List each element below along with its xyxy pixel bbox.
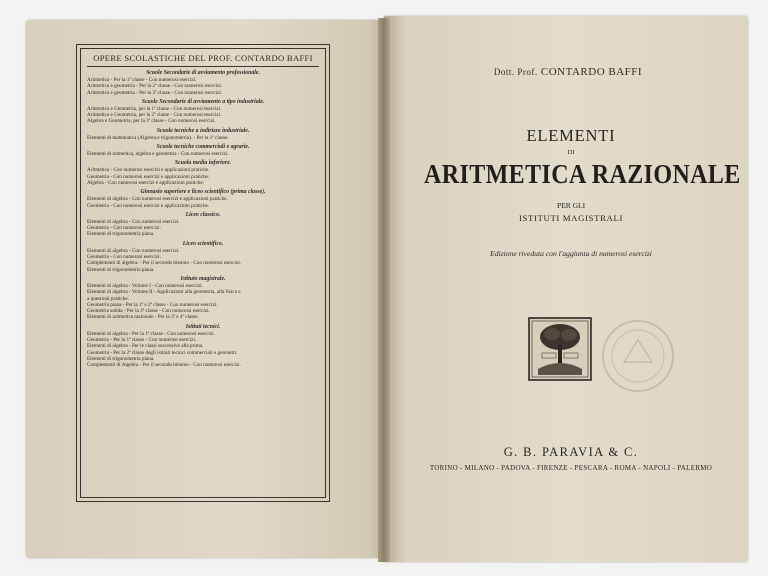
work-entry: Geometria - Per la 2ª classe degli istituti tecnici commerciali e geometri. <box>87 349 238 356</box>
works-list <box>80 48 326 498</box>
title-di: DI <box>567 149 575 156</box>
work-entry: Complementi di Algebra - Per il secondo biennio - Con numerosi esercizi. <box>87 362 241 369</box>
work-entry: Aritmetica - Per la 1ª classe - Con numerosi esercizi. <box>87 77 197 83</box>
work-entry: Elementi di algebra - Per le classi successive alla prima. <box>87 343 204 350</box>
work-entry: Elementi di trigonometria piana. <box>87 231 155 238</box>
publisher-cities: TORINO - MILANO - PADOVA - FIRENZE - PESCARA - ROMA - NAPOLI - PALERMO <box>429 464 713 472</box>
work-entry: Elementi di algebra - Volume I - Con numerosi esercizi. <box>87 282 203 289</box>
work-entry: Elementi di algebra - Volume II - Applicazioni alla geometria, alla fisica e <box>87 289 241 296</box>
work-entry: Elementi di trigonometria piana. <box>87 355 155 362</box>
section-heading: Scuole tecniche a indirizzo industriale. <box>156 127 250 134</box>
work-entry: Elementi di algebra - Con numerosi esercizi. <box>87 247 180 254</box>
work-entry: Elementi di matematica (Algebra e trigonometria). - Per la 1ª classe. <box>87 134 229 141</box>
author-prefix: Dott. Prof. <box>493 67 538 77</box>
title-per-gli: PER GLI <box>556 201 586 210</box>
edition-note: Edizione riveduta con l'aggiunta di numerosi esercizi <box>490 249 652 258</box>
work-entry: Aritmetica e Geometria, per la 1ª classe - Con numerosi esercizi. <box>87 105 222 112</box>
section-heading: Scuola media inferiore. <box>174 160 232 167</box>
section-heading: Liceo scientifico. <box>182 240 224 247</box>
title-line-2: ARITMETICA RAZIONALE <box>424 159 741 190</box>
work-entry: Geometria - Con numerosi esercizi. <box>87 225 161 232</box>
work-entry: Aritmetica - Con numerosi esercizi e applicazioni pratiche. <box>87 167 210 174</box>
work-entry: Elementi di trigonometria piana. <box>87 266 155 273</box>
work-entry: Aritmetica e geometria - Per la 2ª classe - Con numerosi esercizi. <box>87 83 223 90</box>
section-heading: Liceo classico. <box>185 211 221 218</box>
title-line-3: ISTITUTI MAGISTRALI <box>519 213 623 223</box>
work-entry: Geometria solida - Per la 3ª classe - Con numerosi esercizi. <box>87 308 210 315</box>
work-entry: Elementi di aritmetica razionale - Per la 3ª e 4ª classe. <box>87 314 199 321</box>
author-name: CONTARDO BAFFI <box>540 66 643 78</box>
work-entry: a questioni pratiche. <box>87 295 129 302</box>
work-entry: Algebra e Geometria, per la 3ª classe - Con numerosi esercizi. <box>87 118 216 125</box>
work-entry: Complementi di algebra. - Per il secondo biennio - Con numerosi esercizi. <box>87 260 242 267</box>
work-entry: Geometria piana - Per la 1ª e 2ª classe - Con numerosi esercizi. <box>87 301 218 308</box>
section-heading: Istituto magistrale. <box>180 275 226 282</box>
section-heading: Scuole Secondarie di avviamento a tipo industriale. <box>141 98 265 105</box>
work-entry: Geometria - Per la 1ª classe - Con numerosi esercizi. <box>87 337 197 344</box>
work-entry: Geometria - Con numerosi esercizi e applicazioni pratiche. <box>87 173 210 180</box>
work-entry: Geometria - Con numerosi esercizi. <box>87 254 161 261</box>
section-heading: Ginnasio superiore e liceo scientifico (prima classe). <box>140 189 266 196</box>
author-line <box>448 66 688 78</box>
title-line-1: ELEMENTI <box>526 126 616 145</box>
work-entry: Algebra - Con numerosi esercizi e applicazioni pratiche. <box>87 179 204 186</box>
work-entry: Elementi di algebra - Con numerosi esercizi. <box>87 218 180 225</box>
publisher-emblem-icon <box>528 317 592 381</box>
work-entry: Elementi di aritmetica, algebra e geometria - Con numerosi esercizi. <box>87 151 229 158</box>
work-entry: Aritmetica e Geometria, per la 2ª classe - Con numerosi esercizi. <box>87 112 222 119</box>
work-entry: Elementi di algebra - Con numerosi esercizi e applicazioni pratiche. <box>87 196 228 203</box>
work-entry: Elementi di algebra - Per la 1ª classe - Con numerosi esercizi. <box>87 330 215 337</box>
works-sections <box>87 70 319 369</box>
work-entry: Aritmetica e geometria - Per la 3ª classe - Con numerosi esercizi. <box>87 89 223 96</box>
right-page <box>384 16 748 562</box>
work-entry: Geometria - Con numerosi esercizi e applicazioni pratiche. <box>87 202 210 209</box>
section-heading: Scuole tecniche commerciali e agrarie. <box>156 144 250 151</box>
works-list-title: OPERE SCOLASTICHE DEL PROF. CONTARDO BAFFI <box>87 53 319 67</box>
section-heading: Istituti tecnici. <box>185 323 221 330</box>
section-heading: Scuole Secondarie di avviamento professionale. <box>146 70 260 76</box>
book-spine <box>378 18 390 562</box>
publisher-name: G. B. PARAVIA & C. <box>503 445 639 459</box>
works-list-frame <box>76 44 330 502</box>
library-stamp-icon <box>600 318 676 394</box>
